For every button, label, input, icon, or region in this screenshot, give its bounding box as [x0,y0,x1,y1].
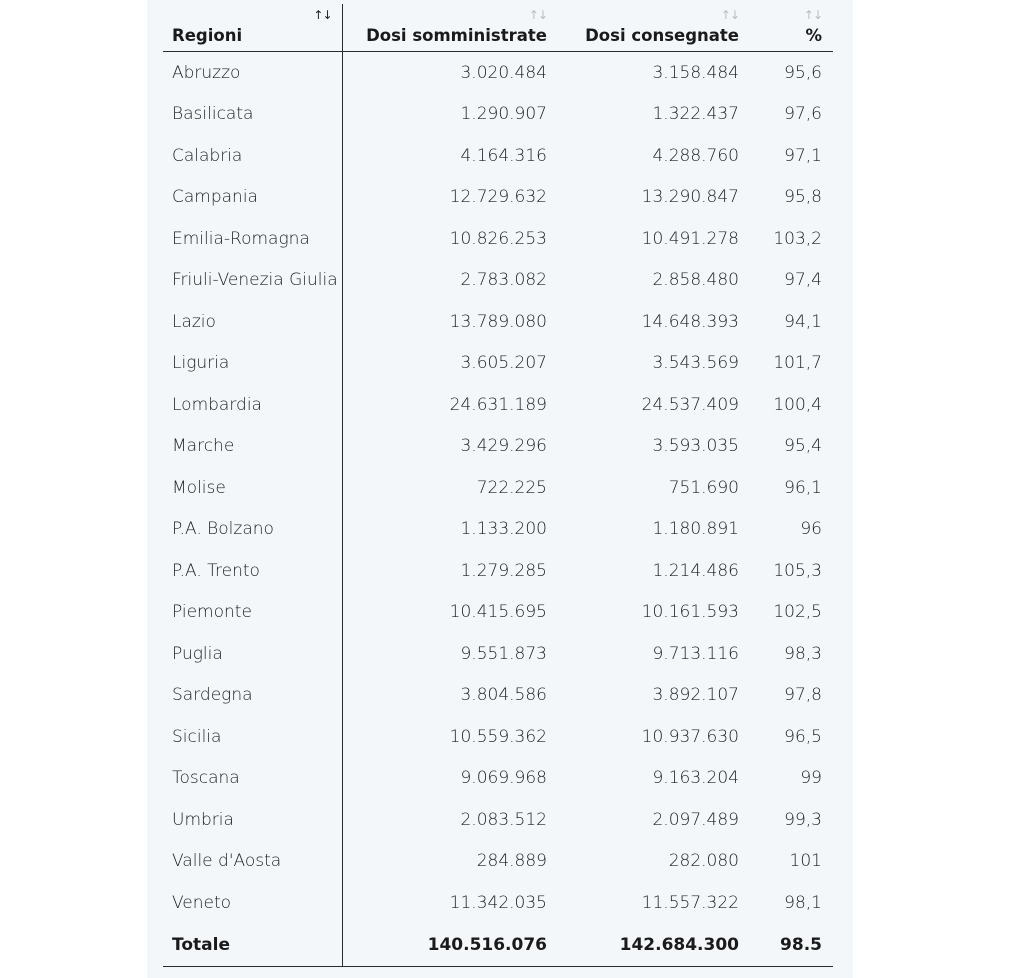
column-header-label: Dosi consegnate [585,26,739,45]
dosi-consegnate-value: 9.713.116 [652,643,739,664]
region-name: Liguria [163,343,342,385]
vaccine-doses-table [163,4,833,967]
percent-value: 99 [800,768,822,789]
dosi-consegnate-value: 3.158.484 [652,62,739,83]
table-row [163,675,833,717]
region-name: P.A. Bolzano [163,509,342,551]
table-row [163,426,833,468]
dosi-consegnate-value: 2.097.489 [652,809,739,830]
region-name: Umbria [163,799,342,841]
percent-value: 97,4 [784,270,822,291]
column-header-dosi-somministrate[interactable] [342,4,555,52]
percent-value: 96,1 [784,477,822,498]
table-row [163,343,833,385]
percent-value: 95,4 [784,436,822,457]
table-row [163,177,833,219]
table-row [163,301,833,343]
dosi-somministrate-value: 4.164.316 [460,145,547,166]
column-header-dosi-consegnate[interactable] [555,4,747,52]
dosi-consegnate-value: 14.648.393 [641,311,739,332]
dosi-consegnate-value: 3.593.035 [652,436,739,457]
percent-value: 99,3 [784,809,822,830]
table-row [163,260,833,302]
dosi-somministrate-value: 1.290.907 [460,104,547,125]
dosi-somministrate-value: 3.020.484 [460,62,547,83]
table-row [163,52,833,94]
sort-arrows-icon[interactable]: ↑↓ [803,8,822,22]
dosi-consegnate-value: 9.163.204 [652,768,739,789]
dosi-somministrate-value: 1.133.200 [460,519,547,540]
dosi-somministrate-value: 9.069.968 [460,768,547,789]
total-dosi-consegnate: 142.684.300 [555,924,747,967]
percent-value: 96 [800,519,822,540]
dosi-consegnate-value: 2.858.480 [652,270,739,291]
region-name: Marche [163,426,342,468]
region-name: Piemonte [163,592,342,634]
dosi-consegnate-value: 751.690 [668,477,739,498]
region-name: Abruzzo [163,52,342,94]
dosi-somministrate-value: 10.415.695 [449,602,547,623]
percent-value: 103,2 [773,228,822,249]
table-row [163,135,833,177]
region-name: Molise [163,467,342,509]
region-name: Toscana [163,758,342,800]
percent-value: 96,5 [784,726,822,747]
total-row [163,924,833,967]
table-header-row [163,4,833,52]
total-dosi-somministrate: 140.516.076 [342,924,555,967]
dosi-consegnate-value: 1.180.891 [652,519,739,540]
dosi-consegnate-value: 3.892.107 [652,685,739,706]
table-row [163,218,833,260]
dosi-somministrate-value: 3.429.296 [460,436,547,457]
dosi-somministrate-value: 12.729.632 [449,187,547,208]
table-row [163,550,833,592]
total-label: Totale [163,924,342,967]
sort-arrows-icon[interactable]: ↑↓ [313,8,332,22]
dosi-somministrate-value: 3.804.586 [460,685,547,706]
percent-value: 97,8 [784,685,822,706]
column-header-percent[interactable] [747,4,833,52]
percent-value: 101,7 [773,353,822,374]
region-name: Friuli-Venezia Giulia [163,260,342,302]
table-row [163,716,833,758]
table-body [163,52,833,924]
dosi-consegnate-value: 24.537.409 [641,394,739,415]
percent-value: 97,6 [784,104,822,125]
dosi-somministrate-value: 722.225 [476,477,547,498]
region-name: Campania [163,177,342,219]
table-row [163,384,833,426]
table-row [163,882,833,924]
region-name: Sardegna [163,675,342,717]
region-name: Emilia-Romagna [163,218,342,260]
percent-value: 98,1 [784,892,822,913]
table-row [163,509,833,551]
region-name: Sicilia [163,716,342,758]
table-row [163,592,833,634]
table-row [163,94,833,136]
dosi-somministrate-value: 2.083.512 [460,809,547,830]
percent-value: 94,1 [784,311,822,332]
percent-value: 98,3 [784,643,822,664]
dosi-somministrate-value: 11.342.035 [449,892,547,913]
column-header-regioni[interactable] [163,4,342,52]
region-name: Valle d'Aosta [163,841,342,883]
dosi-somministrate-value: 9.551.873 [460,643,547,664]
region-name: Lombardia [163,384,342,426]
column-header-label: % [805,26,822,45]
dosi-consegnate-value: 10.491.278 [641,228,739,249]
column-header-label: Regioni [172,26,243,45]
dosi-consegnate-value: 10.937.630 [641,726,739,747]
dosi-consegnate-value: 282.080 [668,851,739,872]
percent-value: 95,8 [784,187,822,208]
dosi-somministrate-value: 1.279.285 [460,560,547,581]
region-name: Puglia [163,633,342,675]
percent-value: 97,1 [784,145,822,166]
dosi-somministrate-value: 24.631.189 [449,394,547,415]
dosi-consegnate-value: 11.557.322 [641,892,739,913]
dosi-somministrate-value: 3.605.207 [460,353,547,374]
dosi-consegnate-value: 4.288.760 [652,145,739,166]
sort-arrows-icon[interactable]: ↑↓ [528,8,547,22]
percent-value: 100,4 [773,394,822,415]
dosi-somministrate-value: 284.889 [476,851,547,872]
table-row [163,841,833,883]
dosi-consegnate-value: 13.290.847 [641,187,739,208]
region-name: Veneto [163,882,342,924]
percent-value: 102,5 [773,602,822,623]
region-name: Lazio [163,301,342,343]
dosi-consegnate-value: 1.214.486 [652,560,739,581]
dosi-consegnate-value: 10.161.593 [641,602,739,623]
percent-value: 105,3 [773,560,822,581]
sort-arrows-icon[interactable]: ↑↓ [720,8,739,22]
table-row [163,467,833,509]
dosi-consegnate-value: 3.543.569 [652,353,739,374]
dosi-somministrate-value: 2.783.082 [460,270,547,291]
percent-value: 95,6 [784,62,822,83]
region-name: Calabria [163,135,342,177]
table-row [163,799,833,841]
region-name: Basilicata [163,94,342,136]
percent-value: 101 [789,851,822,872]
table-row [163,633,833,675]
table-row [163,758,833,800]
region-name: P.A. Trento [163,550,342,592]
dosi-consegnate-value: 1.322.437 [652,104,739,125]
column-header-label: Dosi somministrate [366,26,547,45]
dosi-somministrate-value: 13.789.080 [449,311,547,332]
dosi-somministrate-value: 10.559.362 [449,726,547,747]
total-percent: 98.5 [747,924,833,967]
dosi-somministrate-value: 10.826.253 [449,228,547,249]
